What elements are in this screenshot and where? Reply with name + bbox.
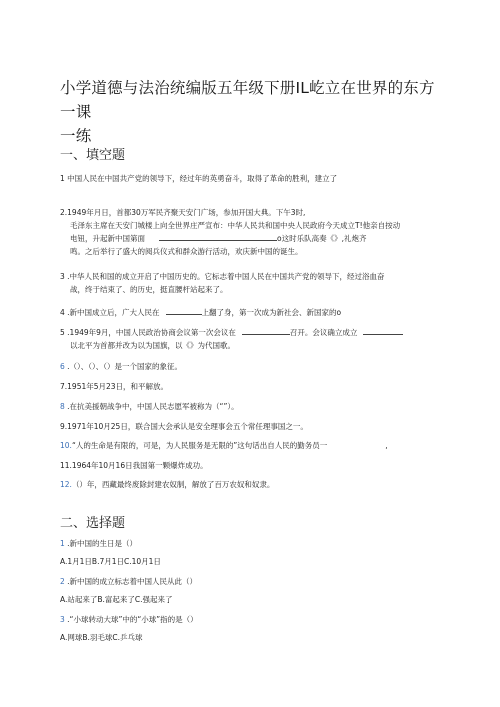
question-3-line-2: 战，终于结束了、的历史，挺直腰杆站起来了。 (70, 285, 228, 294)
question-7-text: 7.1951年5月23日，和平解放。 (60, 382, 169, 391)
question-4-blank[interactable] (166, 306, 202, 315)
choice-question-1-options: A.1月1日B.7月1日C.10月1日 (60, 557, 161, 566)
question-12 (60, 478, 440, 491)
title-line-2: 一练 (60, 127, 92, 145)
choice-question-3 (60, 613, 440, 626)
question-8 (60, 400, 440, 413)
question-12-text: （）年，西藏最终废除封建农奴制，解放了百万农奴和奴隶。 (71, 480, 275, 489)
question-9 (60, 420, 440, 433)
question-6-text: .（）、（）、（）是一个国家的象征。 (67, 362, 183, 371)
question-8-text: .在抗美援朝战争中，中国人民志愿军被称为（“”）。 (67, 402, 239, 411)
question-10-comma: , (385, 441, 388, 450)
question-10-text: “人的生命是有限的，可是，为人民服务是无限的”这句话出自人民的勤务员一 (71, 441, 328, 450)
question-5 (60, 326, 440, 352)
title-line-1: 小学道德与法治统编版五年级下册IL屹立在世界的东方一课 (60, 79, 435, 121)
question-11 (60, 459, 440, 472)
question-5-blank-1[interactable] (242, 326, 290, 335)
question-10-number: 10. (60, 441, 72, 450)
question-10 (60, 439, 440, 452)
question-2-line-3 (60, 232, 440, 245)
page-title (60, 76, 445, 148)
choice-question-2-number: 2 (60, 577, 65, 586)
choice-question-2-options: A.站起来了B.富起来了C.强起来了 (60, 595, 173, 604)
question-4-number: 4 (60, 308, 65, 317)
question-6 (60, 360, 440, 373)
question-6-number: 6 (60, 362, 65, 371)
question-2-line-2: 毛泽东主席在天安门城楼上向全世界庄严宣布：中华人民共和国中央人民政府今天成立T!他亲自按动 (70, 221, 401, 230)
question-8-number: 8 (60, 402, 65, 411)
question-3-line-1: .中华人民和国的成立开启了中国历史的。它标志着中国人民在中国共产党的领导下，经过浴血奋 (67, 272, 385, 281)
question-11-text: 11.1964年10月16日我国第一颗爆炸成功。 (60, 461, 208, 470)
choice-question-1-text: .新中国的生日是（） (67, 539, 138, 548)
question-5-text-a: .1949年9月，中国人民政治协商会议第一次会议在 (67, 328, 236, 337)
question-2-blank[interactable] (159, 232, 277, 241)
question-9-text: 9.1971年10月25日，联合国大会承认是安全理事会五个常任理事国之一。 (60, 422, 308, 431)
question-5-blank-2[interactable] (363, 326, 403, 335)
question-1-text: 1 中国人民在中国共产党的领导下，经过年的英勇奋斗，取得了革命的胜利，建立了 (60, 174, 338, 183)
question-2-line-3-a: 电钮，升起新中国第面 (70, 234, 145, 243)
question-4 (60, 306, 440, 319)
question-5-number: 5 (60, 328, 65, 337)
choice-question-3-text: .“小球转动大球”中的“小球”指的是（） (67, 615, 198, 624)
question-2-line-3-b: o这时乐队高奏《》,礼炮齐 (277, 234, 367, 243)
choice-question-3-number: 3 (60, 615, 65, 624)
question-12-number: 12. (60, 480, 72, 489)
choice-question-1-number: 1 (60, 539, 65, 548)
section-heading-fill-in: 一、填空题 (60, 148, 126, 163)
question-4-text-b: 上翻了身，第一次成为新社会、新国家的o (201, 308, 342, 317)
question-5-text-b: 召开。会议确立成立 (289, 328, 358, 337)
choice-question-1 (60, 537, 440, 550)
choice-question-3-options: A.网球B.羽毛球C.乒乓球 (60, 633, 143, 642)
section-heading-choice: 二、选择题 (60, 516, 126, 531)
question-3-number: 3 (60, 272, 65, 281)
question-2 (60, 206, 440, 258)
choice-question-2 (60, 575, 440, 588)
question-4-text-a: .新中国成立后，广大人民在 (67, 308, 160, 317)
question-2-line-4: 鸣。之后举行了盛大的阅兵仪式和群众游行活动，欢庆新中国的诞生。 (70, 247, 303, 256)
question-3 (60, 270, 440, 296)
choice-question-2-text: .新中国的成立标志着中国人民从此（） (67, 577, 198, 586)
question-5-line-2: 以北平为首都并改为以为国旗，以《》为代国歌。 (70, 341, 235, 350)
question-7 (60, 380, 440, 393)
question-1 (60, 172, 440, 185)
question-2-line-1: 2.1949年月日，首都30万军民齐聚天安门广场，参加开国大典。下午3时, (60, 208, 306, 217)
